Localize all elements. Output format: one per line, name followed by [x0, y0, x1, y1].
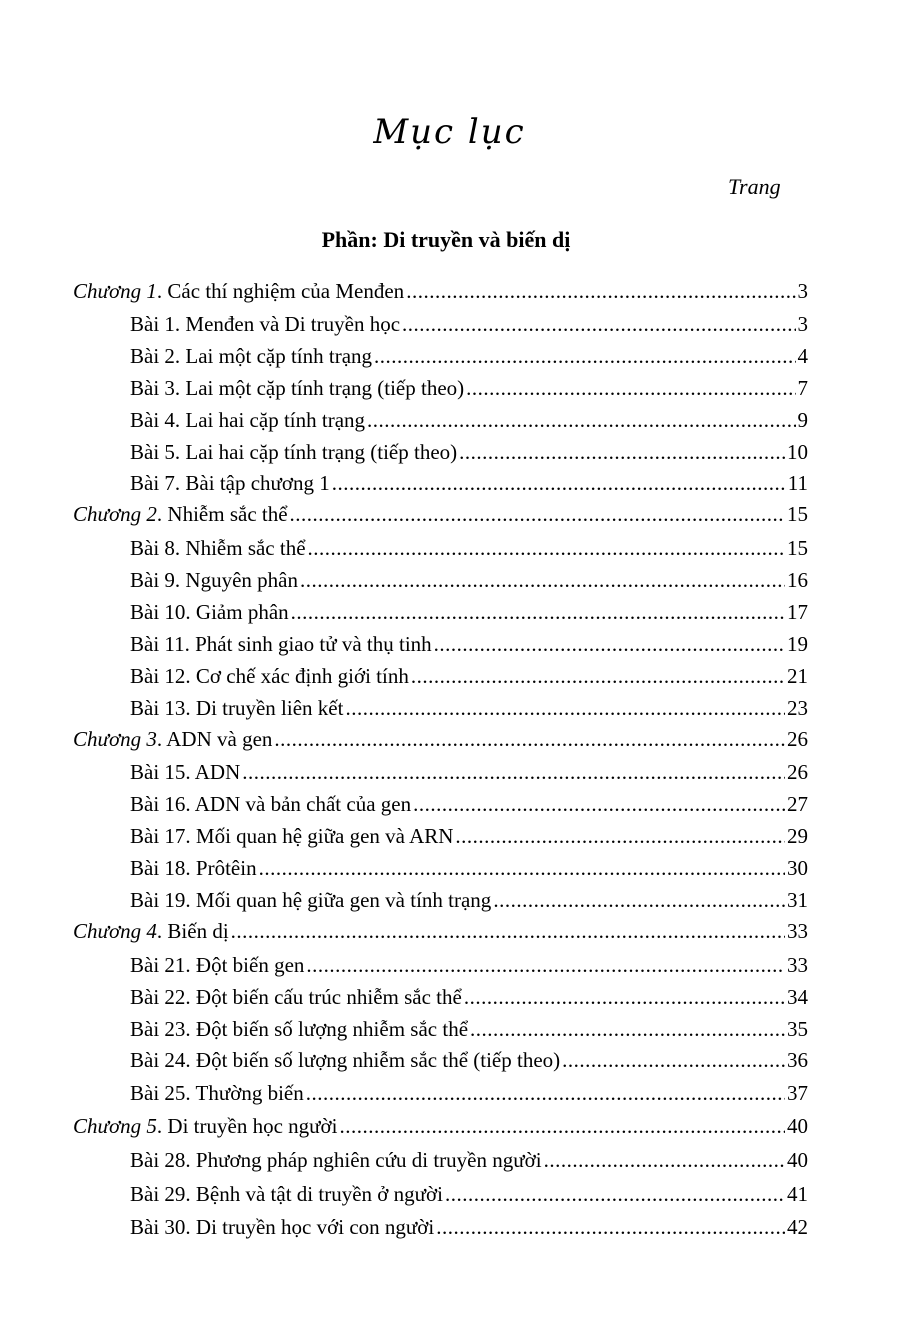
toc-chapter-row	[0, 499, 899, 529]
toc-entry-line	[130, 468, 808, 498]
toc-entry-line	[130, 853, 808, 883]
toc-entry-line	[130, 693, 808, 723]
toc-entry-line	[130, 565, 808, 595]
toc-entry-text: Bài 1. Menđen và Di truyền học	[130, 312, 401, 336]
chapter-label: Chương 4	[73, 919, 157, 943]
toc-page-number: 9	[797, 408, 808, 432]
toc-entry-text: Bài 7. Bài tập chương 1	[130, 471, 330, 495]
toc-page-number: 15	[787, 536, 808, 560]
dot-leader	[332, 468, 786, 498]
dot-leader	[300, 565, 785, 595]
toc-lesson-row	[0, 468, 899, 498]
toc-entry-text: Bài 11. Phát sinh giao tử và thụ tinh	[130, 632, 432, 656]
dot-leader	[242, 757, 785, 787]
toc-entry-title	[130, 789, 411, 819]
toc-entry-title	[130, 757, 240, 787]
toc-lesson-row	[0, 661, 899, 691]
dot-leader	[374, 341, 795, 371]
dot-leader	[466, 373, 795, 403]
toc-lesson-row	[0, 885, 899, 915]
toc-page-number: 33	[787, 953, 808, 977]
toc-entry-title	[73, 499, 288, 529]
toc-lesson-row	[0, 565, 899, 595]
toc-lesson-row	[0, 1145, 899, 1175]
toc-lesson-row	[0, 1014, 899, 1044]
toc-entry-title	[130, 309, 400, 339]
toc-lesson-row	[0, 1212, 899, 1242]
toc-entry-text: Bài 21. Đột biến gen	[130, 953, 305, 977]
toc-lesson-row	[0, 533, 899, 563]
toc-page-number: 36	[787, 1048, 808, 1072]
toc-page-number: 42	[787, 1215, 808, 1239]
dot-leader	[345, 693, 785, 723]
toc-entry-text: Bài 15. ADN	[130, 760, 241, 784]
toc-entry-text: Bài 22. Đột biến cấu trúc nhiễm sắc thể	[130, 985, 462, 1009]
toc-entry-title	[130, 533, 306, 563]
toc-chapter-row	[0, 916, 899, 946]
dot-leader	[413, 789, 785, 819]
toc-lesson-row	[0, 950, 899, 980]
toc-chapter-row	[0, 1111, 899, 1141]
toc-lesson-row	[0, 982, 899, 1012]
toc-page-number: 41	[787, 1182, 808, 1206]
toc-entry-title	[130, 1145, 542, 1175]
toc-entry-title	[130, 373, 464, 403]
toc-entry-title	[130, 405, 365, 435]
toc-entry-title	[130, 885, 491, 915]
toc-entry-line	[130, 1145, 808, 1175]
toc-entry-line	[130, 629, 808, 659]
toc-page-number: 7	[797, 376, 808, 400]
dot-leader	[459, 437, 785, 467]
toc-lesson-row	[0, 789, 899, 819]
toc-entry-text: Bài 16. ADN và bản chất của gen	[130, 792, 412, 816]
toc-lesson-row	[0, 821, 899, 851]
toc-page-number: 11	[787, 471, 808, 495]
toc-lesson-row	[0, 437, 899, 467]
toc-entry-line	[130, 757, 808, 787]
toc-entry-text: . ADN và gen	[156, 727, 273, 751]
toc-entry-line	[130, 1078, 808, 1108]
toc-entry-line	[130, 1014, 808, 1044]
dot-leader	[259, 853, 785, 883]
toc-entry-title	[73, 1111, 337, 1141]
toc-entry-line	[130, 1179, 808, 1209]
dot-leader	[402, 309, 795, 339]
toc-lesson-row	[0, 853, 899, 883]
toc-page-number: 3	[797, 312, 808, 336]
toc-entry-title	[130, 982, 462, 1012]
toc-entry-title	[130, 1179, 443, 1209]
toc-entry-text: Bài 12. Cơ chế xác định giới tính	[130, 664, 409, 688]
toc-entry-title	[130, 853, 257, 883]
chapter-label: Chương 2	[73, 502, 157, 526]
toc-page-number: 37	[787, 1081, 808, 1105]
toc-entry-text: Bài 19. Mối quan hệ giữa gen và tính trạng	[130, 888, 492, 912]
toc-entry-line	[130, 789, 808, 819]
toc-entry-line	[130, 373, 808, 403]
dot-leader	[291, 597, 785, 627]
toc-entry-title	[130, 1078, 304, 1108]
toc-entry-line	[130, 533, 808, 563]
toc-entry-text: Bài 30. Di truyền học với con người	[130, 1215, 435, 1239]
toc-entry-text: Bài 9. Nguyên phân	[130, 568, 298, 592]
toc-entry-text: Bài 10. Giảm phân	[130, 600, 289, 624]
toc-entry-line	[130, 597, 808, 627]
dot-leader	[367, 405, 795, 435]
toc-entry-text: Bài 25. Thường biến	[130, 1081, 304, 1105]
toc-lesson-row	[0, 405, 899, 435]
toc-entry-line	[130, 1045, 808, 1075]
toc-entry-title	[73, 276, 404, 306]
toc-entry-title	[73, 916, 229, 946]
toc-lesson-row	[0, 373, 899, 403]
toc-entry-title	[130, 950, 304, 980]
chapter-label: Chương 1	[73, 279, 157, 303]
dot-leader	[445, 1179, 785, 1209]
toc-entry-text: . Các thí nghiệm của Menđen	[156, 279, 405, 303]
toc-entry-text: Bài 8. Nhiễm sắc thể	[130, 536, 306, 560]
toc-entry-line	[130, 885, 808, 915]
toc-entry-line	[130, 309, 808, 339]
toc-entry-title	[73, 724, 272, 754]
toc-entry-title	[130, 1014, 468, 1044]
toc-entry-title	[130, 468, 330, 498]
toc-page-number: 29	[787, 824, 808, 848]
toc-entry-text: Bài 29. Bệnh và tật di truyền ở người	[130, 1182, 443, 1206]
toc-entry-line	[130, 661, 808, 691]
toc-entry-text: Bài 24. Đột biến số lượng nhiễm sắc thể (tiếp theo)	[130, 1048, 561, 1072]
toc-entry-text: Bài 17. Mối quan hệ giữa gen và ARN	[130, 824, 454, 848]
toc-entry-line	[130, 821, 808, 851]
toc-page-number: 23	[787, 696, 808, 720]
toc-page-number: 4	[797, 344, 808, 368]
toc-entry-line	[73, 724, 808, 754]
toc-page-number: 3	[797, 279, 808, 303]
dot-leader	[290, 499, 785, 529]
dot-leader	[231, 916, 785, 946]
dot-leader	[274, 724, 785, 754]
toc-lesson-row	[0, 1179, 899, 1209]
toc-entry-title	[130, 693, 343, 723]
toc-page-number: 26	[787, 760, 808, 784]
dot-leader	[339, 1111, 785, 1141]
toc-page-number: 40	[787, 1114, 808, 1138]
toc-entry-title	[130, 661, 409, 691]
toc-page-number: 16	[787, 568, 808, 592]
toc-entry-title	[130, 629, 432, 659]
toc-lesson-row	[0, 341, 899, 371]
toc-lesson-row	[0, 757, 899, 787]
toc-entry-line	[130, 437, 808, 467]
toc-page-number: 30	[787, 856, 808, 880]
toc-entry-line	[130, 1212, 808, 1242]
toc-entry-text: Bài 4. Lai hai cặp tính trạng	[130, 408, 366, 432]
dot-leader	[470, 1014, 785, 1044]
toc-entry-line	[73, 276, 808, 306]
toc-lesson-row	[0, 629, 899, 659]
toc-page-number: 33	[787, 919, 808, 943]
toc-entry-line	[73, 499, 808, 529]
toc-entry-text: Bài 28. Phương pháp nghiên cứu di truyền người	[130, 1148, 542, 1172]
toc-page-number: 15	[787, 502, 808, 526]
toc-entry-title	[130, 1045, 560, 1075]
toc-entry-text: Bài 5. Lai hai cặp tính trạng (tiếp theo)	[130, 440, 458, 464]
toc-lesson-row	[0, 309, 899, 339]
toc-entry-title	[130, 1212, 434, 1242]
dot-leader	[464, 982, 785, 1012]
toc-entry-title	[130, 597, 289, 627]
toc-lesson-row	[0, 1045, 899, 1075]
toc-page-number: 27	[787, 792, 808, 816]
toc-entry-title	[130, 341, 372, 371]
dot-leader	[436, 1212, 785, 1242]
toc-entry-line	[130, 950, 808, 980]
dot-leader	[308, 533, 785, 563]
dot-leader	[411, 661, 785, 691]
dot-leader	[544, 1145, 785, 1175]
toc-entry-text: Bài 13. Di truyền liên kết	[130, 696, 344, 720]
toc-page-number: 26	[787, 727, 808, 751]
dot-leader	[406, 276, 795, 306]
toc-entry-text: . Nhiễm sắc thể	[156, 502, 288, 526]
toc-entry-title	[130, 821, 453, 851]
toc-page-number: 35	[787, 1017, 808, 1041]
dot-leader	[306, 1078, 785, 1108]
page-title: Mục lục	[373, 112, 526, 152]
dot-leader	[493, 885, 785, 915]
toc-entry-text: Bài 3. Lai một cặp tính trạng (tiếp theo)	[130, 376, 465, 400]
toc-lesson-row	[0, 597, 899, 627]
dot-leader	[306, 950, 785, 980]
toc-entry-text: Bài 18. Prôtêin	[130, 856, 257, 880]
toc-page-number: 19	[787, 632, 808, 656]
toc-page-number: 40	[787, 1148, 808, 1172]
toc-page-number: 34	[787, 985, 808, 1009]
dot-leader	[434, 629, 785, 659]
toc-entry-line	[130, 405, 808, 435]
chapter-label: Chương 3	[73, 727, 157, 751]
toc-entry-line	[73, 1111, 808, 1141]
dot-leader	[562, 1045, 785, 1075]
toc-page-number: 17	[787, 600, 808, 624]
chapter-label: Chương 5	[73, 1114, 157, 1138]
toc-lesson-row	[0, 1078, 899, 1108]
toc-page-number: 10	[787, 440, 808, 464]
toc-lesson-row	[0, 693, 899, 723]
toc-page-number: 31	[787, 888, 808, 912]
toc-entry-text: Bài 23. Đột biến số lượng nhiễm sắc thể	[130, 1017, 469, 1041]
toc-entry-text: . Biến dị	[156, 919, 229, 943]
toc-entry-line	[130, 341, 808, 371]
toc-entry-title	[130, 437, 457, 467]
dot-leader	[455, 821, 785, 851]
toc-entry-line	[73, 916, 808, 946]
toc-chapter-row	[0, 276, 899, 306]
toc-entry-title	[130, 565, 298, 595]
toc-entry-text: . Di truyền học người	[156, 1114, 338, 1138]
toc-page-number: 21	[787, 664, 808, 688]
page-column-label: Trang	[728, 174, 781, 199]
section-title: Phần: Di truyền và biến dị	[321, 227, 571, 252]
toc-entry-line	[130, 982, 808, 1012]
toc-chapter-row	[0, 724, 899, 754]
toc-entry-text: Bài 2. Lai một cặp tính trạng	[130, 344, 373, 368]
